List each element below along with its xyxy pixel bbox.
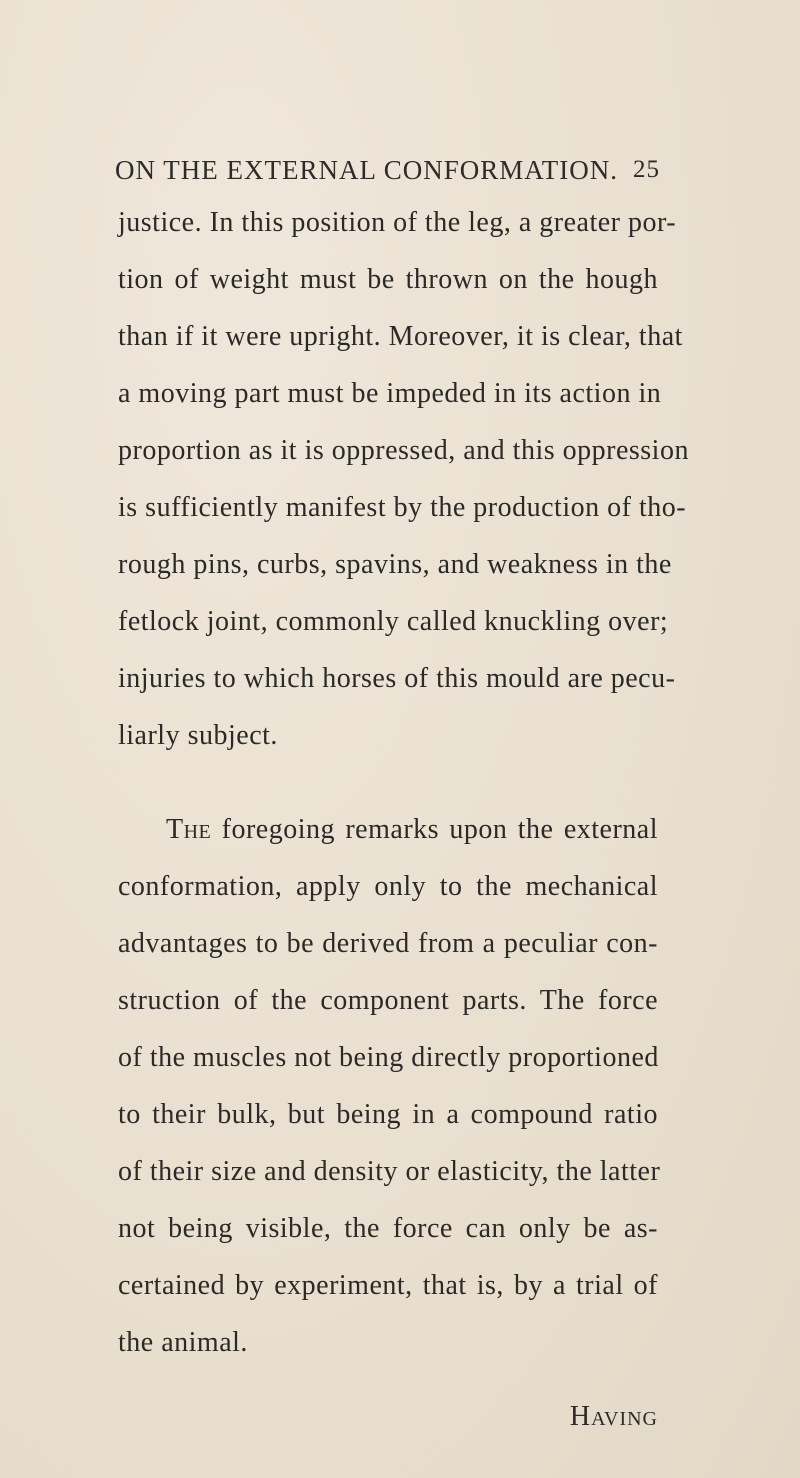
text-line: the animal. [118,1327,248,1358]
text-line: rough pins, curbs, spavins, and weakness in the [118,549,672,580]
text-line: conformation, apply only to the mechanical [118,871,658,902]
text-line: injuries to which horses of this mould are pecu- [118,663,676,694]
running-head [115,150,660,190]
text-line: not being visible, the force can only be as- [118,1213,658,1244]
text-line: to their bulk, but being in a compound ratio [118,1099,658,1130]
text-line: certained by experiment, that is, by a trial of [118,1270,658,1301]
text-line: is sufficiently manifest by the production of tho- [118,492,687,523]
drop-word: The [166,814,212,845]
text-line: than if it were upright. Moreover, it is clear, that [118,321,683,352]
page-number: 25 [633,156,660,183]
text-line: tion of weight must be thrown on the hough [118,264,658,295]
running-title: ON THE EXTERNAL CONFORMATION. [115,154,618,185]
text-line [166,810,658,850]
text-line: liarly subject. [118,720,278,751]
text-line: of their size and density or elasticity, the latter [118,1156,661,1187]
first-line-rest: foregoing remarks upon the external [221,814,658,845]
text-line: fetlock joint, commonly called knuckling over; [118,606,669,637]
text-line: advantages to be derived from a peculiar con- [118,928,658,959]
text-line: justice. In this position of the leg, a greater por- [118,207,677,238]
text-line: proportion as it is oppressed, and this oppression [118,435,689,466]
text-line: struction of the component parts. The force [118,985,658,1016]
catchword: Having [569,1401,658,1432]
text-line: a moving part must be impeded in its action in [118,378,662,409]
text-line: of the muscles not being directly proportioned [118,1042,659,1073]
